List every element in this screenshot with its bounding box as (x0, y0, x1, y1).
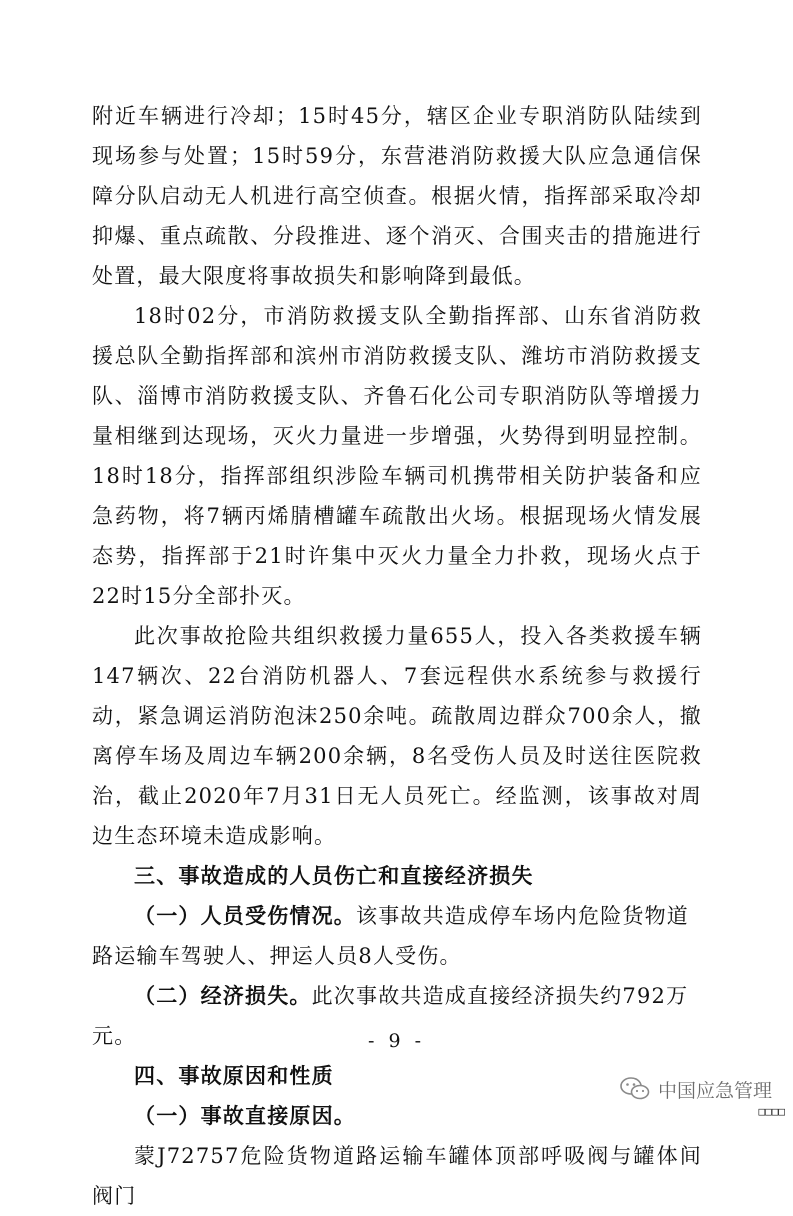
paragraph-rescue-summary: 此次事故抢险共组织救援力量655人，投入各类救援车辆147辆次、22台消防机器人、7套远程供水系统参与救援行动，紧急调运消防泡沫250余吨。疏散周边群众700余人，撤离停车场及周边车辆200余辆，8名受伤人员及时送往医院救治，截止2020年7月31日无人员死亡。经监测，该事故对周边生态环境未造成影响。 (92, 624, 702, 848)
subsection-economic-loss-label: （二）经济损失。 (134, 983, 312, 1008)
subsection-injuries-label: （一）人员受伤情况。 (134, 903, 356, 928)
subsection-injuries-text: 该事故共造成停车场内危险货物道路运输车驾驶人、押运人员8人受伤。 (92, 904, 689, 968)
section-heading-cause-nature: 四、事故原因和性质 (134, 1064, 334, 1088)
subsection-direct-cause (92, 1096, 702, 1136)
wechat-icon (620, 1076, 650, 1102)
paragraph-reinforcement: 18时02分，市消防救援支队全勤指挥部、山东省消防救援总队全勤指挥部和滨州市消防救援支队、潍坊市消防救援支队、淄博市消防救援支队、齐鲁石化公司专职消防队等增援力量相继到达现场，灭火力量进一步增强，火势得到明显控制。18时18分，指挥部组织涉险车辆司机携带相关防护装备和应急药物，将7辆丙烯腈槽罐车疏散出火场。根据现场火情发展态势，指挥部于21时许集中灭火力量全力扑救，现场火点于22时15分全部扑灭。 (92, 304, 702, 608)
paragraph-direct-cause: 蒙J72757危险货物道路运输车罐体顶部呼吸阀与罐体间阀门 (92, 1144, 702, 1208)
watermark (620, 1074, 772, 1104)
page-number: - 9 - (367, 1030, 425, 1052)
section-heading-casualties-losses: 三、事故造成的人员伤亡和直接经济损失 (134, 864, 534, 888)
paragraph-cooling-continued: 附近车辆进行冷却；15时45分，辖区企业专职消防队陆续到现场参与处置；15时59分，东营港消防救援大队应急通信保障分队启动无人机进行高空侦查。根据火情，指挥部采取冷却抑爆、重点疏散、分段推进、逐个消灭、合围夹击的措施进行处置，最大限度将事故损失和影响降到最低。 (92, 104, 702, 288)
subsection-economic-loss-text: 此次事故共造成直接经济损失约792万元。 (92, 984, 689, 1048)
corner-mark: □□□□ (758, 1105, 785, 1118)
subsection-direct-cause-label: （一）事故直接原因。 (134, 1103, 356, 1128)
watermark-text: 中国应急管理 (658, 1079, 773, 1102)
subsection-injuries (92, 896, 702, 976)
